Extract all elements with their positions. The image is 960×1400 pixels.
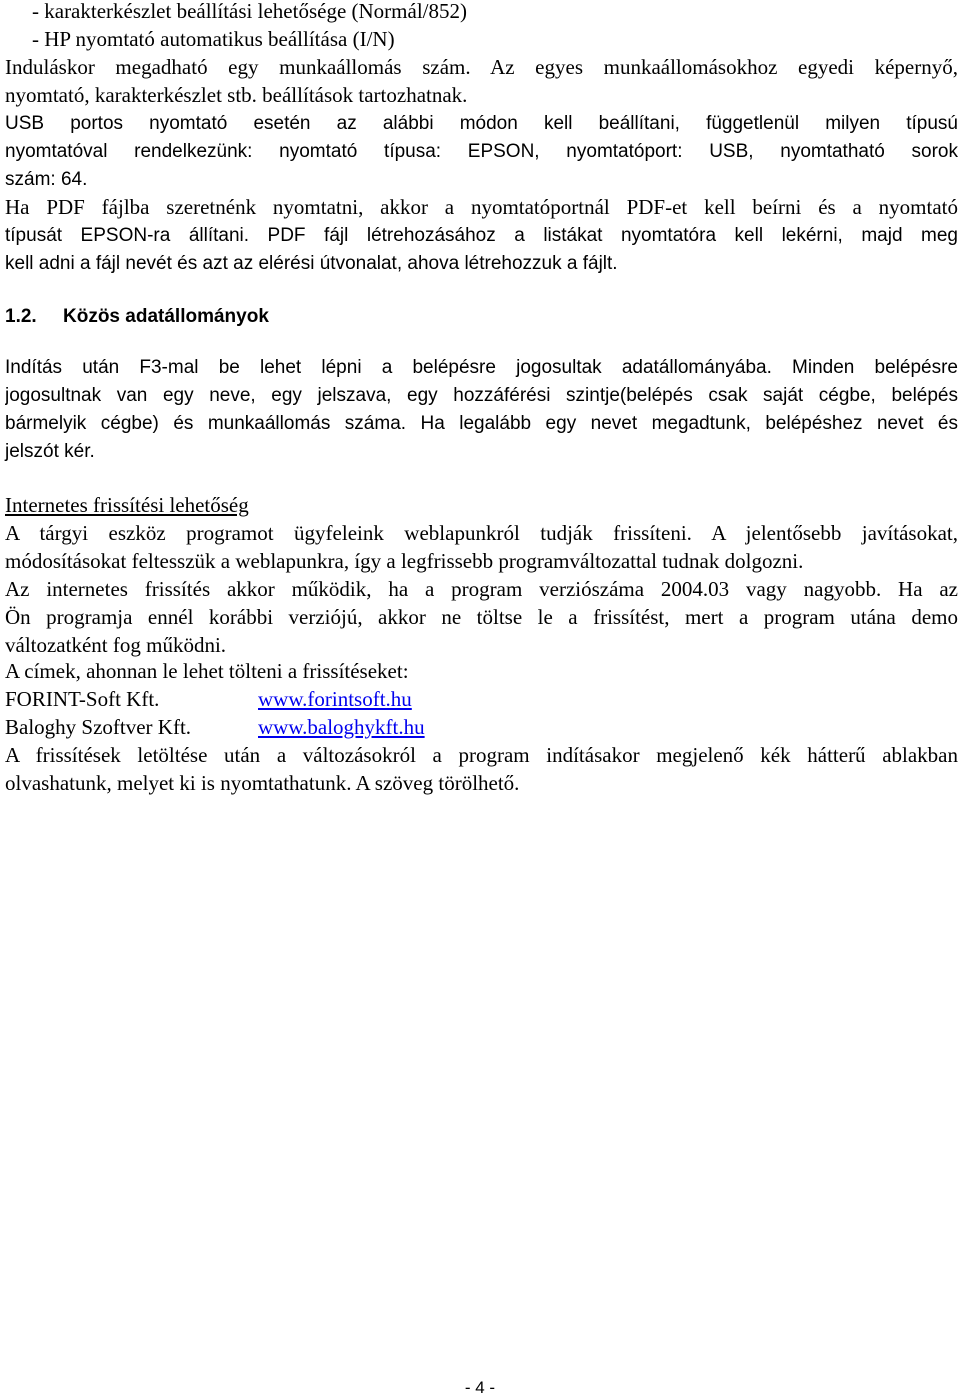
para-internet-line-3: Az internetes frissítés akkor működik, ha a program verziószáma 2004.03 vagy nagyobb. Ha az (5, 577, 958, 601)
para-login-line-3: bármelyik cégbe) és munkaállomás száma. Ha legalább egy nevet megadtunk, belépéshez nevet és (5, 413, 958, 434)
para-pdf-line-3: kell adni a fájl nevét és azt az elérési útvonalat, ahova létrehozzuk a fájlt. (5, 253, 618, 274)
para-pdf-line-1: Ha PDF fájlba szeretnénk nyomtatni, akkor a nyomtatóportnál PDF-et kell beírni és a nyomtató (5, 195, 958, 219)
para-login-line-1: Indítás után F3-mal be lehet lépni a belépésre jogosultak adatállományába. Minden belépésre (5, 357, 958, 378)
para-workstation-line-1: Induláskor megadható egy munkaállomás szám. Az egyes munkaállomásokhoz egyedi képernyő, (5, 55, 958, 79)
para-internet-line-2: módosításokat feltesszük a weblapunkra, így a legfrissebb programváltozattal tudnak dolgozni. (5, 549, 804, 573)
para-internet-line-1: A tárgyi eszköz programot ügyfeleink weblapunkról tudják frissíteni. A jelentősebb javításokat, (5, 521, 958, 545)
address-company: Baloghy Szoftver Kft. (5, 715, 192, 739)
addresses-intro: A címek, ahonnan le lehet tölteni a frissítéseket: (5, 659, 409, 683)
page-number: - 4 - (464, 1378, 496, 1397)
section-number: 1.2. (5, 306, 37, 327)
address-company: FORINT-Soft Kft. (5, 687, 160, 711)
para-workstation-line-2: nyomtató, karakterkészlet stb. beállítások tartozhatnak. (5, 83, 468, 107)
para-closing-line-2: olvashatunk, melyet ki is nyomtathatunk. A szöveg törölhető. (5, 771, 520, 795)
para-login-line-2: jogosultnak van egy neve, egy jelszava, egy hozzáférési szintje(belépés csak saját cégbe, belépés (5, 385, 958, 406)
para-login-line-4: jelszót kér. (5, 441, 95, 462)
internet-heading: Internetes frissítési lehetőség (5, 493, 249, 517)
para-closing-line-1: A frissítések letöltése után a változásokról a program indításakor megjelenő kék hátterű ablakban (5, 743, 958, 767)
para-usb-line-1: USB portos nyomtató esetén az alábbi módon kell beállítani, függetlenül milyen típusú (5, 113, 958, 134)
bullet-hp-printer: - HP nyomtató automatikus beállítása (I/N) (32, 27, 395, 51)
para-internet-line-4: Ön programja ennél korábbi verziójú, akkor ne töltse le a frissítést, mert a program utána demo (5, 605, 958, 629)
section-heading (5, 302, 269, 331)
para-usb-line-3: szám: 64. (5, 169, 88, 190)
bullet-charset: - karakterkészlet beállítási lehetősége (Normál/852) (32, 0, 467, 23)
section-title: Közös adatállományok (63, 306, 269, 327)
para-usb-line-2: nyomtatóval rendelkezünk: nyomtató típusa: EPSON, nyomtatóport: USB, nyomtatható sorok (5, 141, 958, 162)
address-row (5, 685, 412, 714)
address-link-baloghy[interactable]: www.baloghykft.hu (258, 715, 425, 739)
para-pdf-line-2: típusát EPSON-ra állítani. PDF fájl létrehozásához a listákat nyomtatóra kell lekérni, majd meg (5, 225, 958, 246)
address-link-forintsoft[interactable]: www.forintsoft.hu (258, 687, 412, 711)
para-internet-line-5: változatként fog működni. (5, 633, 227, 657)
address-row (5, 713, 425, 742)
